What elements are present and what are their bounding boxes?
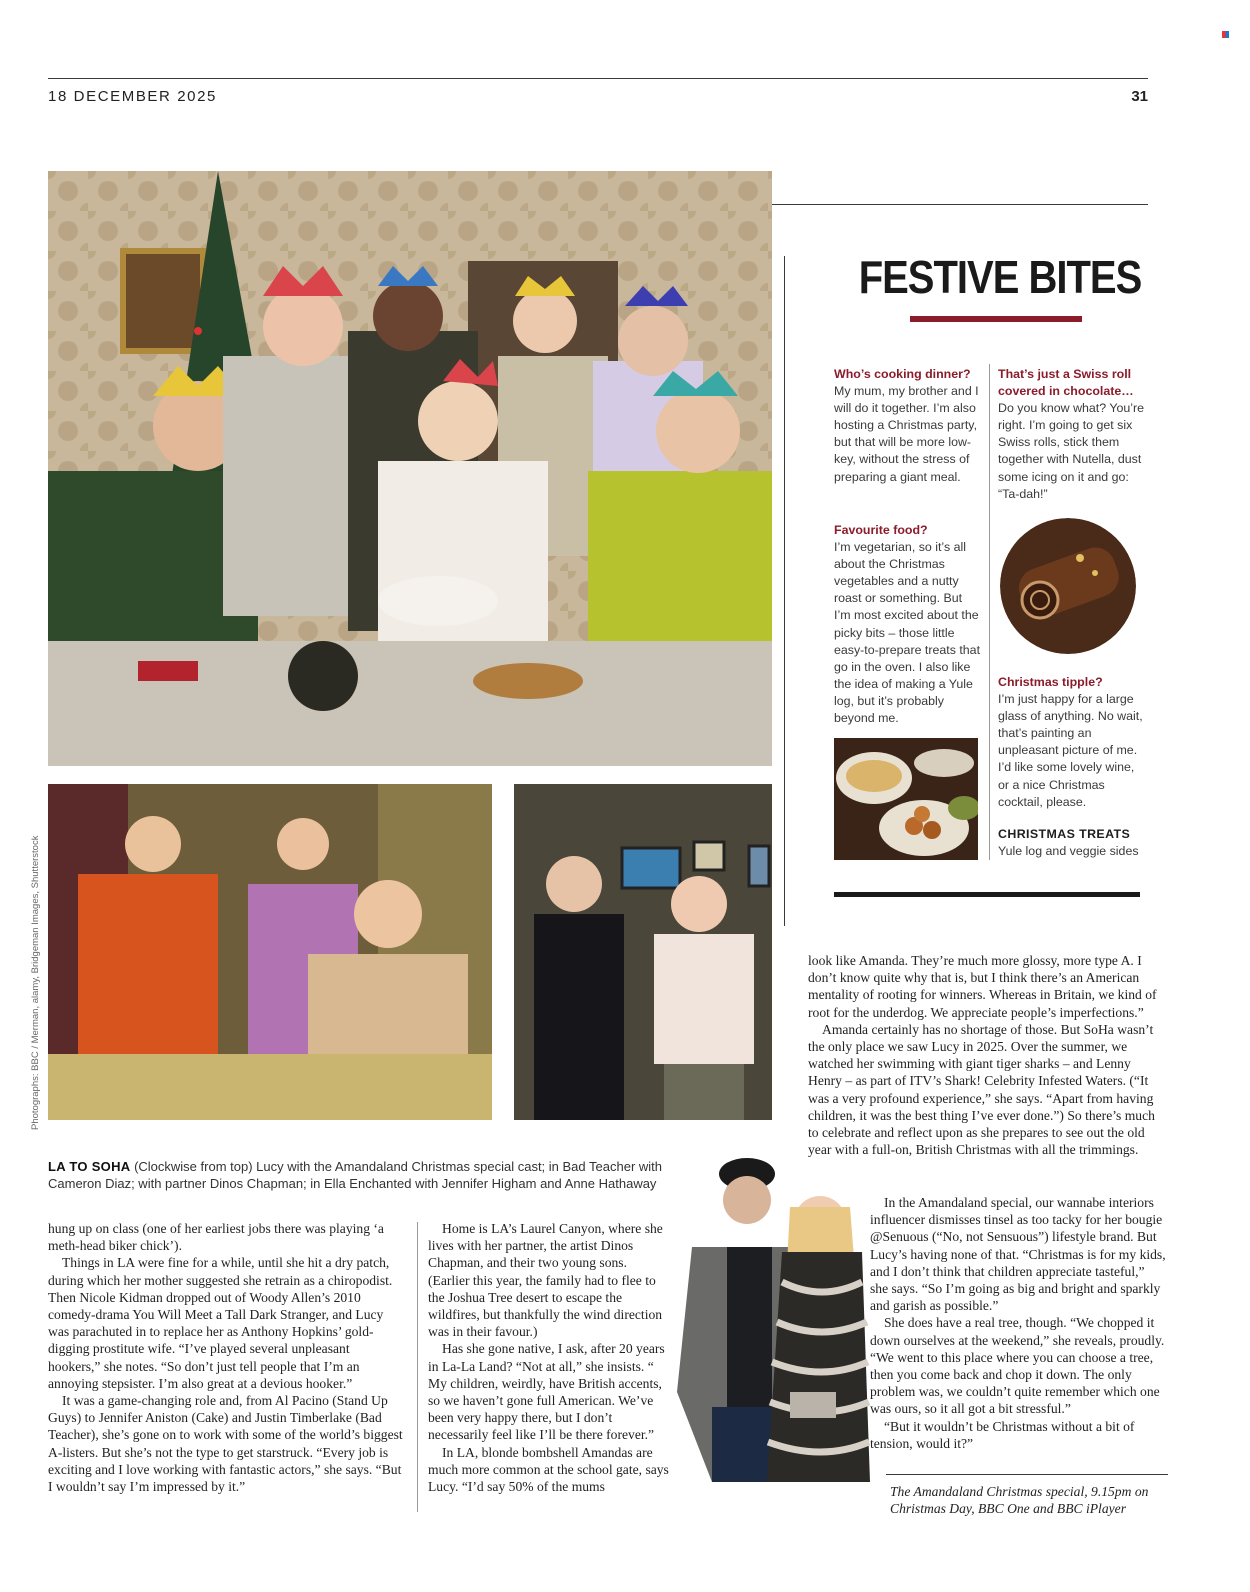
answer-cooking: My mum, my brother and I will do it together. I’m also hosting a Christmas party, but that will be more low-key, without the stress of preparing a giant meal. — [834, 384, 979, 484]
col3-para-3: In the Amandaland special, our wannabe interiors influencer dismisses tinsel as too tacky for her bougie @Senuous (“No, not Sensuous”) lifestyle brand. But Lucy’s having none of that. “Christmas is for my kids, and I don’t think that children appreciate tasteful,” she says. “So I’m going as big and bright and sparkly and garish as possible.” — [870, 1195, 1166, 1314]
caption-text: (Clockwise from top) Lucy with the Amandaland Christmas special cast; in Bad Teacher with Cameron Diaz; with partner Dinos Chapman; in Ella Enchanted with Jennifer Higham and Anne Hathaway — [48, 1159, 662, 1191]
sidebar-qa-cooking — [834, 366, 982, 486]
question-tipple: Christmas tipple? — [998, 675, 1103, 689]
veggie-sides-photo — [834, 738, 978, 860]
treats-text: Yule log and veggie sides — [998, 844, 1139, 859]
col3-para-1: look like Amanda. They’re much more glossy, more type A. I don’t know quite why that is, but I think there’s an American mentality of rooting for winners. Whereas in Britain, we kind of root for the underdog. We appreciate people’s imperfections.” — [808, 953, 1157, 1020]
answer-tipple: I’m just happy for a large glass of anything. No wait, that’s painting an unpleasant picture of me. I’d like some lovely wine, or a nice Christmas cocktail, please. — [998, 692, 1143, 809]
photo-credit: Photographs: BBC / Merman, alamy, Bridgeman Images, Shutterstock — [30, 835, 41, 1130]
photo-bad-teacher — [514, 784, 772, 1120]
broadcast-note: The Amandaland Christmas special, 9.15pm on Christmas Day, BBC One and BBC iPlayer — [890, 1484, 1149, 1517]
sidebar-column-divider — [989, 364, 990, 860]
sidebar-top-rule — [772, 204, 1148, 205]
sidebar-qa-food — [834, 522, 982, 727]
main-photo-cast — [48, 171, 772, 766]
col2-para-3: In LA, blonde bombshell Amandas are much more common at the school gate, says Lucy. “I’d say 50% of the mums — [428, 1444, 669, 1495]
col3-para-2: Amanda certainly has no shortage of those. But SoHa wasn’t the only place we saw Lucy in 2025. Over the summer, we watched her swimming with giant tiger sharks – and Lenny Henry – as part of ITV’s Shark! Celebrity Infested Waters. (“It was a very profound experience,” she says. “Apart from having children, it was the best thing I’ve ever done.”) So there’s much to celebrate and reflect upon as she prepares to see out the old year with a full-on, British Christmas with all the trimmings. — [808, 1021, 1155, 1158]
question-food: Favourite food? — [834, 523, 928, 537]
treats-heading: CHRISTMAS TREATS — [998, 827, 1131, 841]
page-number: 31 — [1131, 88, 1148, 105]
col2-para-2: Has she gone native, I ask, after 20 years in La-La Land? “Not at all,” she insists. “ My children, weirdly, have British accents, so we haven’t gone full American. We’ve been very happy there, but I don’t necessarily feel like I’ll be there forever.” — [428, 1341, 665, 1443]
photo-dinos-chapman — [672, 1152, 870, 1482]
article-column-3-top — [808, 952, 1162, 1158]
col1-para-3: It was a game-changing role and, from Al Pacino (Stand Up Guys) to Jennifer Aniston (Cake) and Justin Timberlake (Bad Teacher), she’s gone on to work with some of the world’s biggest A-listers. But she’s not the type to get starstruck. “Every job is exciting and I love working with fantastic actors,” she says. “But I wouldn’t say I’m impressed by it.” — [48, 1393, 403, 1495]
issue-date: 18 DECEMBER 2025 — [48, 88, 218, 105]
question-cooking: Who’s cooking dinner? — [834, 367, 971, 381]
photo-caption — [48, 1158, 688, 1192]
endnote-rule — [886, 1474, 1168, 1475]
sidebar-title: FESTIVE BITES — [858, 252, 1142, 304]
article-column-2 — [428, 1220, 670, 1495]
answer-food: I’m vegetarian, so it’s all about the Christmas vegetables and a nutty roast or something. But I’m most excited about the picky bits – those little easy-to-prepare treats that go in the oven. I also like the idea of making a Yule log, but it’s probably beyond me. — [834, 540, 981, 726]
column-divider-1 — [417, 1222, 418, 1512]
col3-para-4: She does have a real tree, though. “We chopped it down ourselves at the weekend,” she reveals, proudly. “We went to this place where you can choose a tree, then you come back and chop it down. The only problem was, we couldn’t quite remember which one was ours, so it all got a bit stressful.” — [870, 1315, 1165, 1417]
col3-para-5: “But it wouldn’t be Christmas without a bit of tension, would it?” — [870, 1418, 1135, 1451]
answer-swiss-roll: Do you know what? You’re right. I’m going to get six Swiss rolls, stick them together with Nutella, dust some icing on it and go: “Ta-dah!” — [998, 401, 1145, 501]
caption-lead: LA TO SOHA — [48, 1159, 131, 1174]
sidebar-treats — [998, 826, 1158, 860]
sidebar-qa-swiss-roll — [998, 366, 1146, 503]
col1-para-1: hung up on class (one of her earliest jobs there was playing ‘a meth-head biker chick’). — [48, 1221, 384, 1254]
photo-ella-enchanted — [48, 784, 492, 1120]
sidebar-title-underline — [910, 316, 1082, 322]
col2-para-1: Home is LA’s Laurel Canyon, where she lives with her partner, the artist Dinos Chapman, and their two young sons. (Earlier this year, the family had to flee to the Joshua Tree desert to escape the wildfires, but thankfully the wind direction was in their favour.) — [428, 1221, 663, 1340]
sidebar-left-rule — [784, 256, 785, 926]
header-rule — [48, 78, 1148, 79]
col1-para-2: Things in LA were fine for a while, until she hit a dry patch, during which her mother suggested she retrain as a chiropodist. Then Nicole Kidman dropped out of Woody Allen’s 2010 comedy-drama You Will Meet a Tall Dark Stranger, and Lucy was parachuted in to replace her as Anthony Hopkins’ gold-digging prostitute wife. “I’ve played several unpleasant hookers,” she notes. “So don’t just tell people that I’m an annoying stepsister. I’m also great at a devious hooker.” — [48, 1255, 393, 1391]
yule-log-photo — [1000, 518, 1136, 654]
sidebar-bottom-bar — [834, 892, 1140, 897]
question-swiss-roll: That’s just a Swiss roll covered in chocolate… — [998, 367, 1134, 399]
corner-mark — [1222, 31, 1229, 38]
article-column-3-bottom — [870, 1194, 1166, 1452]
sidebar-qa-tipple — [998, 674, 1146, 811]
article-column-1 — [48, 1220, 404, 1495]
